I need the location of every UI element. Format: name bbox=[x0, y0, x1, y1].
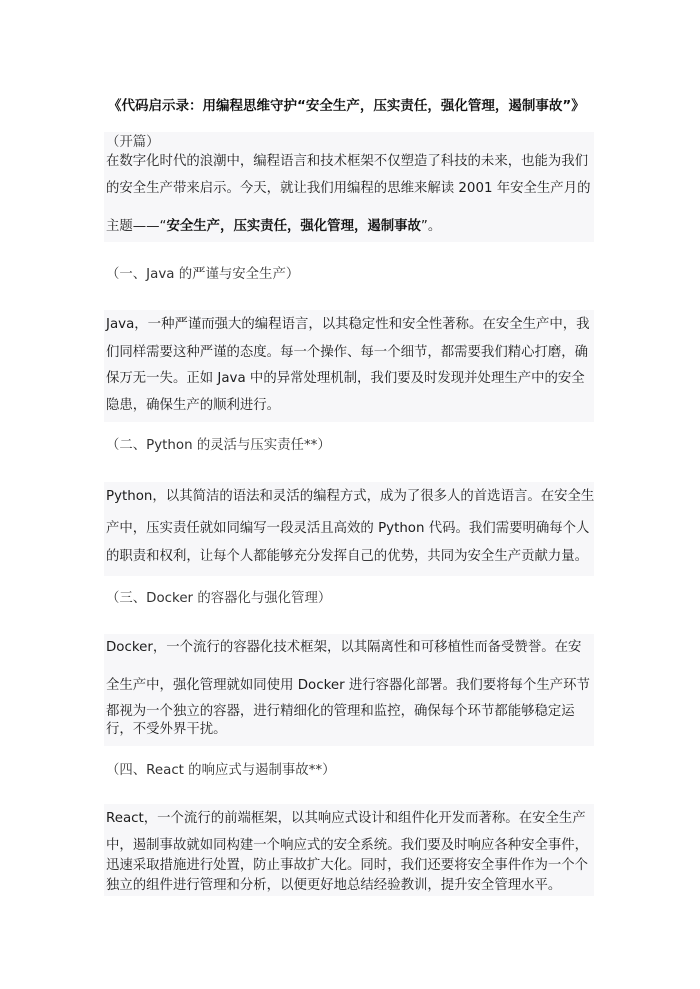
paragraph-line: Docker，一个流行的容器化技术框架，以其隔离性和可移植性而备受赞誉。在安 bbox=[106, 640, 582, 655]
paragraph-line: 迅速采取措施进行处置，防止事故扩大化。同时，我们还要将安全事件作为一个个 bbox=[106, 858, 589, 873]
theme-line bbox=[106, 218, 441, 236]
paragraph-line: 保万无一失。正如 Java 中的异常处理机制，我们要及时发现并处理生产中的安全 bbox=[106, 371, 585, 386]
theme-prefix: 主题——“ bbox=[106, 219, 167, 234]
paragraph-line: 的职责和权利，让每个人都能够充分发挥自己的优势，共同为安全生产贡献力量。 bbox=[106, 549, 589, 564]
paragraph-line: 独立的组件进行管理和分析，以便更好地总结经验教训，提升安全管理水平。 bbox=[106, 878, 562, 893]
opening-heading: （开篇） bbox=[106, 135, 160, 150]
paragraph-line: 的安全生产带来启示。今天，就让我们用编程的思维来解读 2001 年安全生产月的 bbox=[106, 181, 591, 196]
paragraph-line: 在数字化时代的浪潮中，编程语言和技术框架不仅塑造了科技的未来，也能为我们 bbox=[106, 154, 589, 169]
paragraph-line: 全生产中，强化管理就如同使用 Docker 进行容器化部署。我们要将每个生产环节 bbox=[106, 678, 590, 693]
theme-suffix: ”。 bbox=[420, 219, 442, 234]
theme-bold: 安全生产，压实责任，强化管理，遏制事故 bbox=[166, 219, 421, 234]
paragraph-line: 行，不受外界干扰。 bbox=[106, 722, 227, 737]
paragraph-line: Java，一种严谨而强大的编程语言，以其稳定性和安全性著称。在安全生产中，我 bbox=[106, 317, 590, 332]
section-heading: （一、Java 的严谨与安全生产） bbox=[106, 267, 300, 282]
section-heading: （四、React 的响应式与遏制事故**） bbox=[106, 763, 336, 778]
section-heading: （三、Docker 的容器化与强化管理） bbox=[106, 591, 332, 606]
paragraph-line: 隐患，确保生产的顺利进行。 bbox=[106, 398, 281, 413]
paragraph-line: 们同样需要这种严谨的态度。每一个操作、每一个细节，都需要我们精心打磨，确 bbox=[106, 345, 589, 360]
paragraph-line: React，一个流行的前端框架，以其响应式设计和组件化开发而著称。在安全生产 bbox=[106, 811, 586, 826]
paragraph-line: 中，遏制事故就如同构建一个响应式的安全系统。我们要及时响应各种安全事件， bbox=[106, 838, 589, 853]
paragraph-line: Python，以其简洁的语法和灵活的编程方式，成为了很多人的首选语言。在安全生 bbox=[106, 489, 595, 504]
document-title: 《代码启示录：用编程思维守护“安全生产，压实责任，强化管理，遏制事故”》 bbox=[108, 98, 585, 114]
section-heading: （二、Python 的灵活与压实责任**） bbox=[106, 438, 331, 453]
paragraph-line: 都视为一个独立的容器，进行精细化的管理和监控，确保每个环节都能够稳定运 bbox=[106, 704, 575, 719]
paragraph-line: 产中，压实责任就如同编写一段灵活且高效的 Python 代码。我们需要明确每个人 bbox=[106, 521, 590, 536]
